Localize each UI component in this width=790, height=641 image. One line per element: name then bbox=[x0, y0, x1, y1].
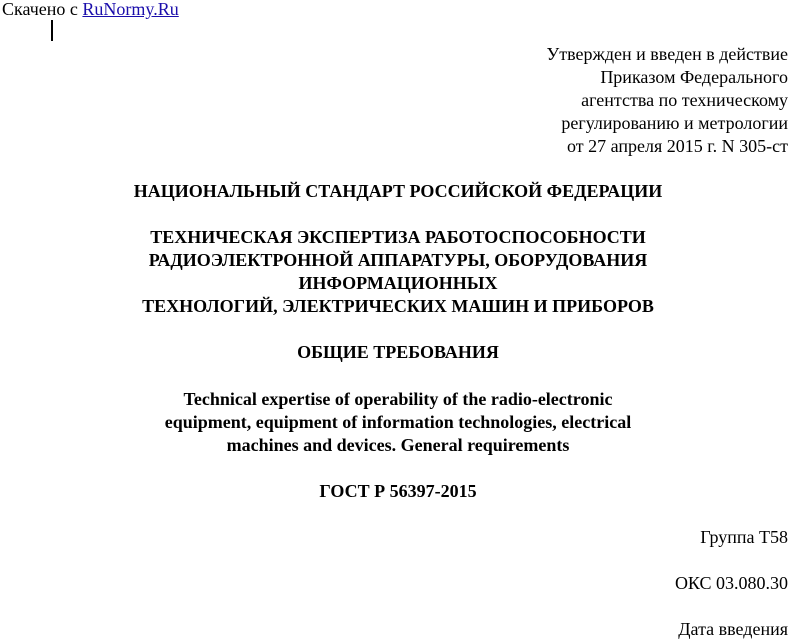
title-line: РАДИОЭЛЕКТРОННОЙ АППАРАТУРЫ, ОБОРУДОВАНИЯ bbox=[148, 250, 648, 270]
approval-line: регулированию и метрологии bbox=[561, 113, 788, 133]
intro-date-label: Дата введения bbox=[678, 619, 788, 639]
title-line: ТЕХНИЧЕСКАЯ ЭКСПЕРТИЗА РАБОТОСПОСОБНОСТИ bbox=[150, 227, 646, 247]
runormy-link[interactable]: RuNormy.Ru bbox=[82, 0, 179, 19]
general-requirements-text: ОБЩИЕ ТРЕБОВАНИЯ bbox=[297, 342, 499, 362]
download-prefix-text: Скачено с bbox=[2, 0, 83, 19]
download-source-line bbox=[2, 0, 179, 21]
general-requirements-heading bbox=[0, 341, 790, 364]
national-title-text: НАЦИОНАЛЬНЫЙ СТАНДАРТ РОССИЙСКОЙ ФЕДЕРАЦИИ bbox=[133, 181, 663, 201]
approval-block bbox=[546, 43, 788, 158]
approval-line: Утвержден и введен в действие bbox=[546, 44, 788, 64]
title-line: ТЕХНОЛОГИЙ, ЭЛЕКТРИЧЕСКИХ МАШИН И ПРИБОРОВ bbox=[142, 296, 654, 316]
oks-code: ОКС 03.080.30 bbox=[674, 573, 788, 593]
group-label: Группа Т58 bbox=[700, 527, 788, 547]
gost-number-text: ГОСТ Р 56397-2015 bbox=[319, 481, 477, 501]
approval-line: Приказом Федерального bbox=[600, 67, 788, 87]
english-title-line: equipment, equipment of information technologies, electrical bbox=[164, 412, 632, 432]
standard-title bbox=[0, 226, 790, 318]
national-standard-title bbox=[0, 180, 790, 203]
text-cursor bbox=[51, 20, 53, 41]
title-line: ИНФОРМАЦИОННЫХ bbox=[298, 273, 498, 293]
approval-line: от 27 апреля 2015 г. N 305-ст bbox=[567, 136, 788, 156]
approval-line: агентства по техническому bbox=[581, 90, 788, 110]
english-title-line: machines and devices. General requirements bbox=[226, 435, 570, 455]
english-title-line: Technical expertise of operability of the radio-electronic bbox=[183, 389, 613, 409]
gost-number bbox=[0, 480, 790, 503]
english-title bbox=[0, 388, 790, 457]
